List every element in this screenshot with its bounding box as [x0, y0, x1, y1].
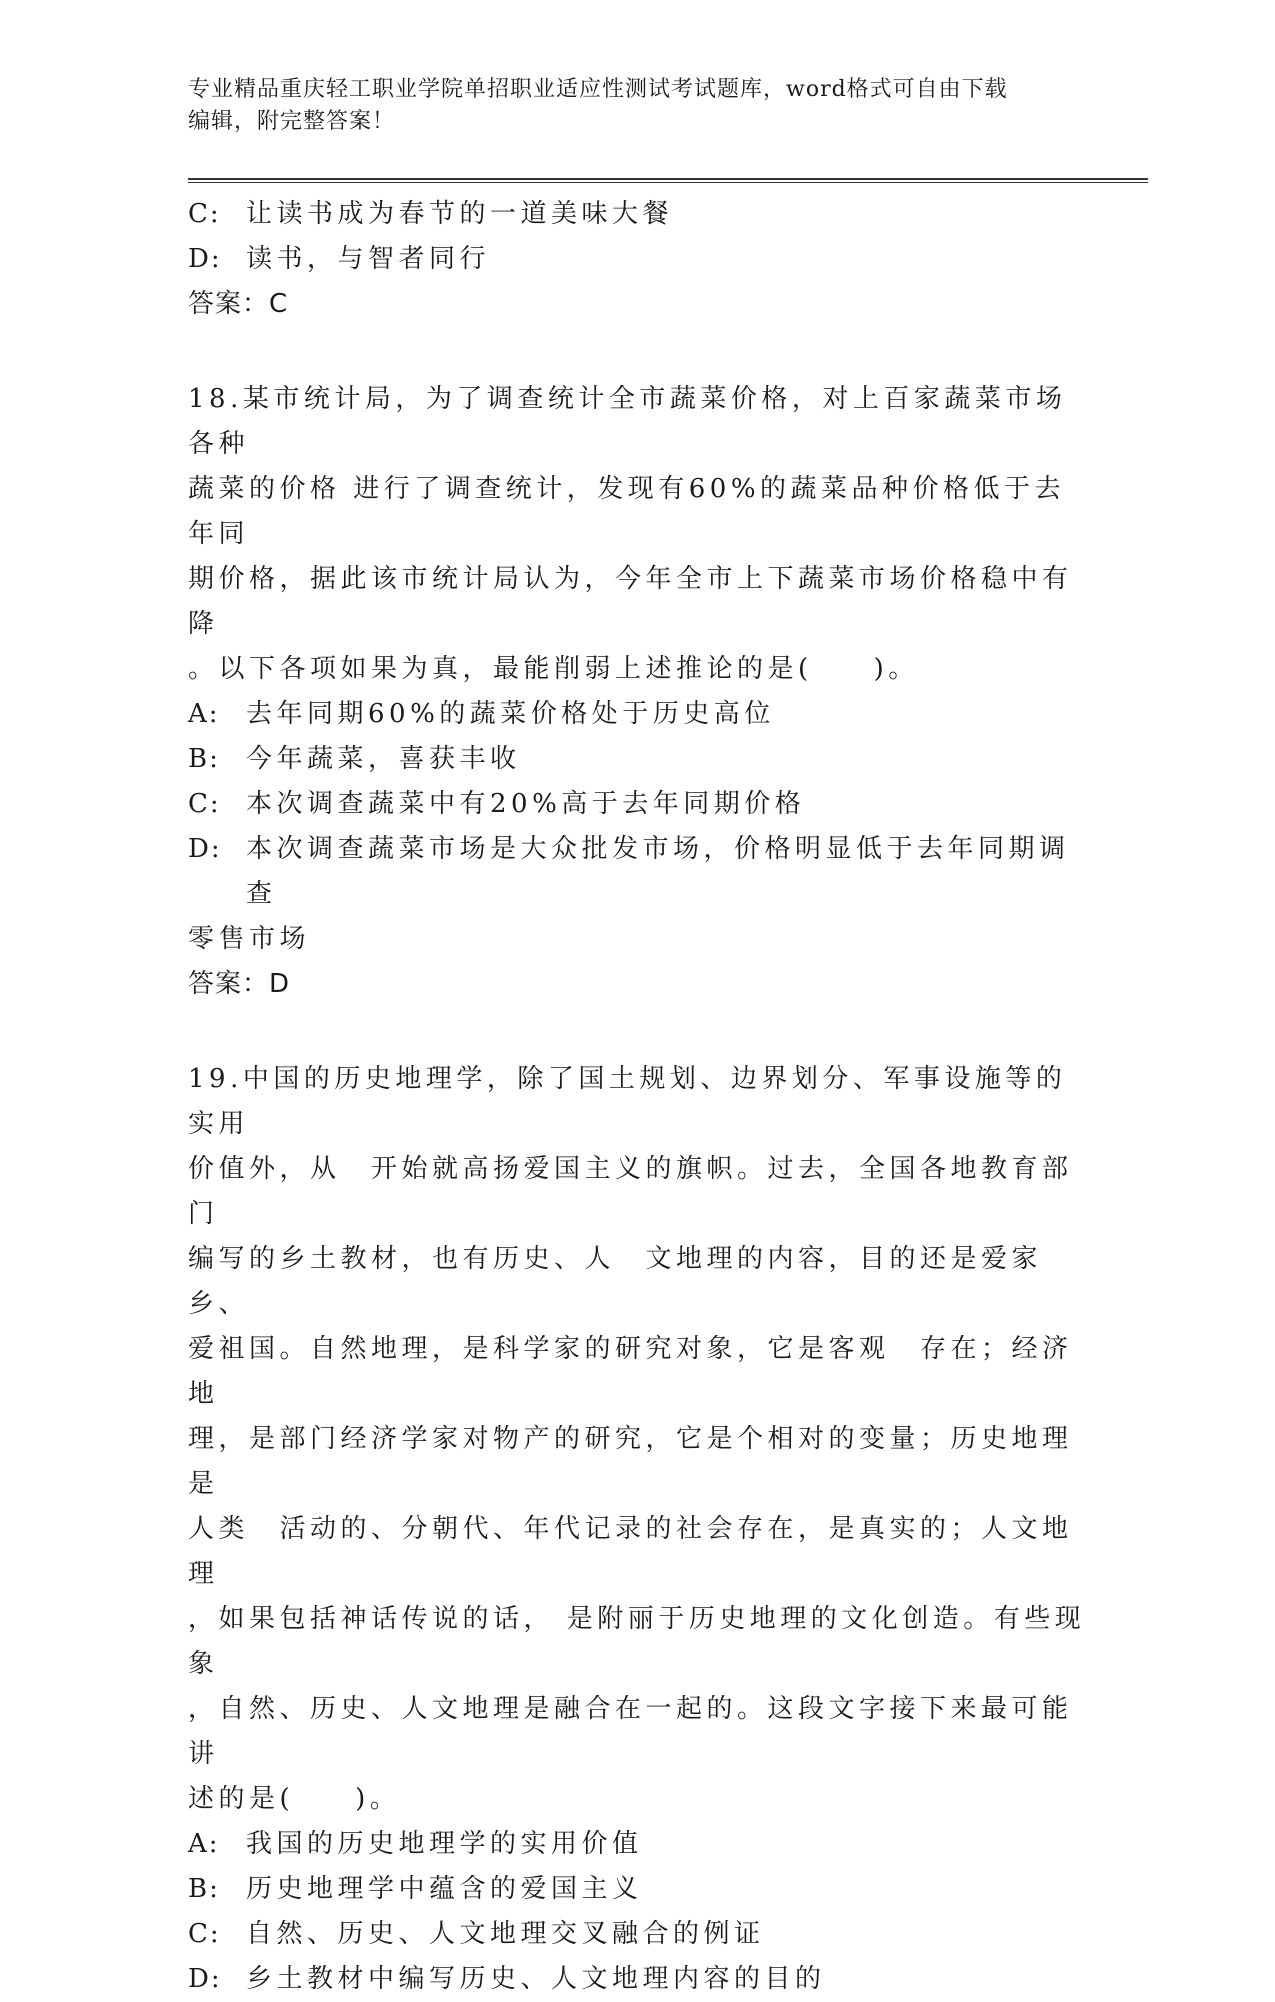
- option-key: B:: [188, 1874, 220, 1904]
- question-text-line: 述的是( )。: [188, 1784, 401, 1814]
- option-d: [188, 1957, 1088, 2002]
- option-b: [188, 737, 1088, 782]
- question-18: [188, 377, 1088, 1007]
- option-text: 本次调查蔬菜中有20%高于去年同期价格: [246, 789, 806, 819]
- option-key: A:: [188, 699, 220, 729]
- document-body: [188, 192, 1088, 2002]
- option-c: [188, 192, 1088, 237]
- option-a: [188, 1822, 1088, 1867]
- option-text: 让读书成为春节的一道美味大餐: [246, 199, 674, 229]
- header-line-1: 专业精品重庆轻工职业学院单招职业适应性测试考试题库，word格式可自由下载: [188, 77, 1008, 102]
- header-line-2: 编辑，附完整答案！: [188, 109, 396, 134]
- question-text-line: 蔬菜的价格 进行了调查统计，发现有60%的蔬菜品种价格低于去年同: [188, 474, 1066, 549]
- answer-line: 答案：D: [188, 969, 291, 999]
- option-text: 读书，与智者同行: [246, 244, 491, 274]
- option-b: [188, 1867, 1088, 1912]
- question-19: [188, 1057, 1088, 2002]
- option-key: B:: [188, 744, 220, 774]
- question-text-line: ，自然、历史、人文地理是融合在一起的。这段文字接下来最可能讲: [188, 1694, 1073, 1769]
- option-key: C:: [188, 789, 221, 819]
- option-key: D:: [188, 1964, 222, 1994]
- option-text: 本次调查蔬菜市场是大众批发市场，价格明显低于去年同期调查: [246, 834, 1070, 909]
- question-text-line: 人类 活动的、分朝代、年代记录的社会存在，是真实的；人文地理: [188, 1514, 1073, 1589]
- question-text-line: 。以下各项如果为真，最能削弱上述推论的是( )。: [188, 654, 919, 684]
- question-text-line: 价值外，从 开始就高扬爱国主义的旗帜。过去，全国各地教育部门: [188, 1154, 1073, 1229]
- question-text-line: ，如果包括神话传说的话， 是附丽于历史地理的文化创造。有些现象: [188, 1604, 1086, 1679]
- document-header: [188, 74, 1088, 138]
- option-d-continuation: 零售市场: [188, 924, 311, 954]
- question-17-tail: [188, 192, 1088, 327]
- question-text-line: 18.某市统计局，为了调查统计全市蔬菜价格，对上百家蔬菜市场各种: [188, 384, 1067, 459]
- option-key: D:: [188, 244, 222, 274]
- option-key: A:: [188, 1829, 220, 1859]
- option-text: 自然、历史、人文地理交叉融合的例证: [246, 1919, 765, 1949]
- option-key: D:: [188, 834, 222, 864]
- header-rule-thin: [188, 182, 1148, 183]
- answer-line: 答案：C: [188, 289, 289, 319]
- option-key: C:: [188, 1919, 221, 1949]
- option-key: C:: [188, 199, 221, 229]
- option-text: 我国的历史地理学的实用价值: [246, 1829, 643, 1859]
- option-text: 历史地理学中蕴含的爱国主义: [246, 1874, 643, 1904]
- option-c: [188, 1912, 1088, 1957]
- option-text: 乡土教材中编写历史、人文地理内容的目的: [246, 1964, 826, 1994]
- option-d: [188, 237, 1088, 282]
- question-text-line: 期价格，据此该市统计局认为，今年全市上下蔬菜市场价格稳中有降: [188, 564, 1073, 639]
- question-text-line: 爱祖国。自然地理，是科学家的研究对象，它是客观 存在；经济地: [188, 1334, 1073, 1409]
- question-text-line: 19.中国的历史地理学，除了国土规划、边界划分、军事设施等的实用: [188, 1064, 1067, 1139]
- question-text-line: 编写的乡土教材，也有历史、人 文地理的内容，目的还是爱家乡、: [188, 1244, 1043, 1319]
- option-text: 今年蔬菜，喜获丰收: [246, 744, 521, 774]
- question-text-line: 理，是部门经济学家对物产的研究，它是个相对的变量；历史地理是: [188, 1424, 1073, 1499]
- option-text: 去年同期60%的蔬菜价格处于历史高位: [246, 699, 775, 729]
- option-d: [188, 827, 1088, 917]
- option-c: [188, 782, 1088, 827]
- header-rule-thick: [188, 178, 1148, 180]
- option-a: [188, 692, 1088, 737]
